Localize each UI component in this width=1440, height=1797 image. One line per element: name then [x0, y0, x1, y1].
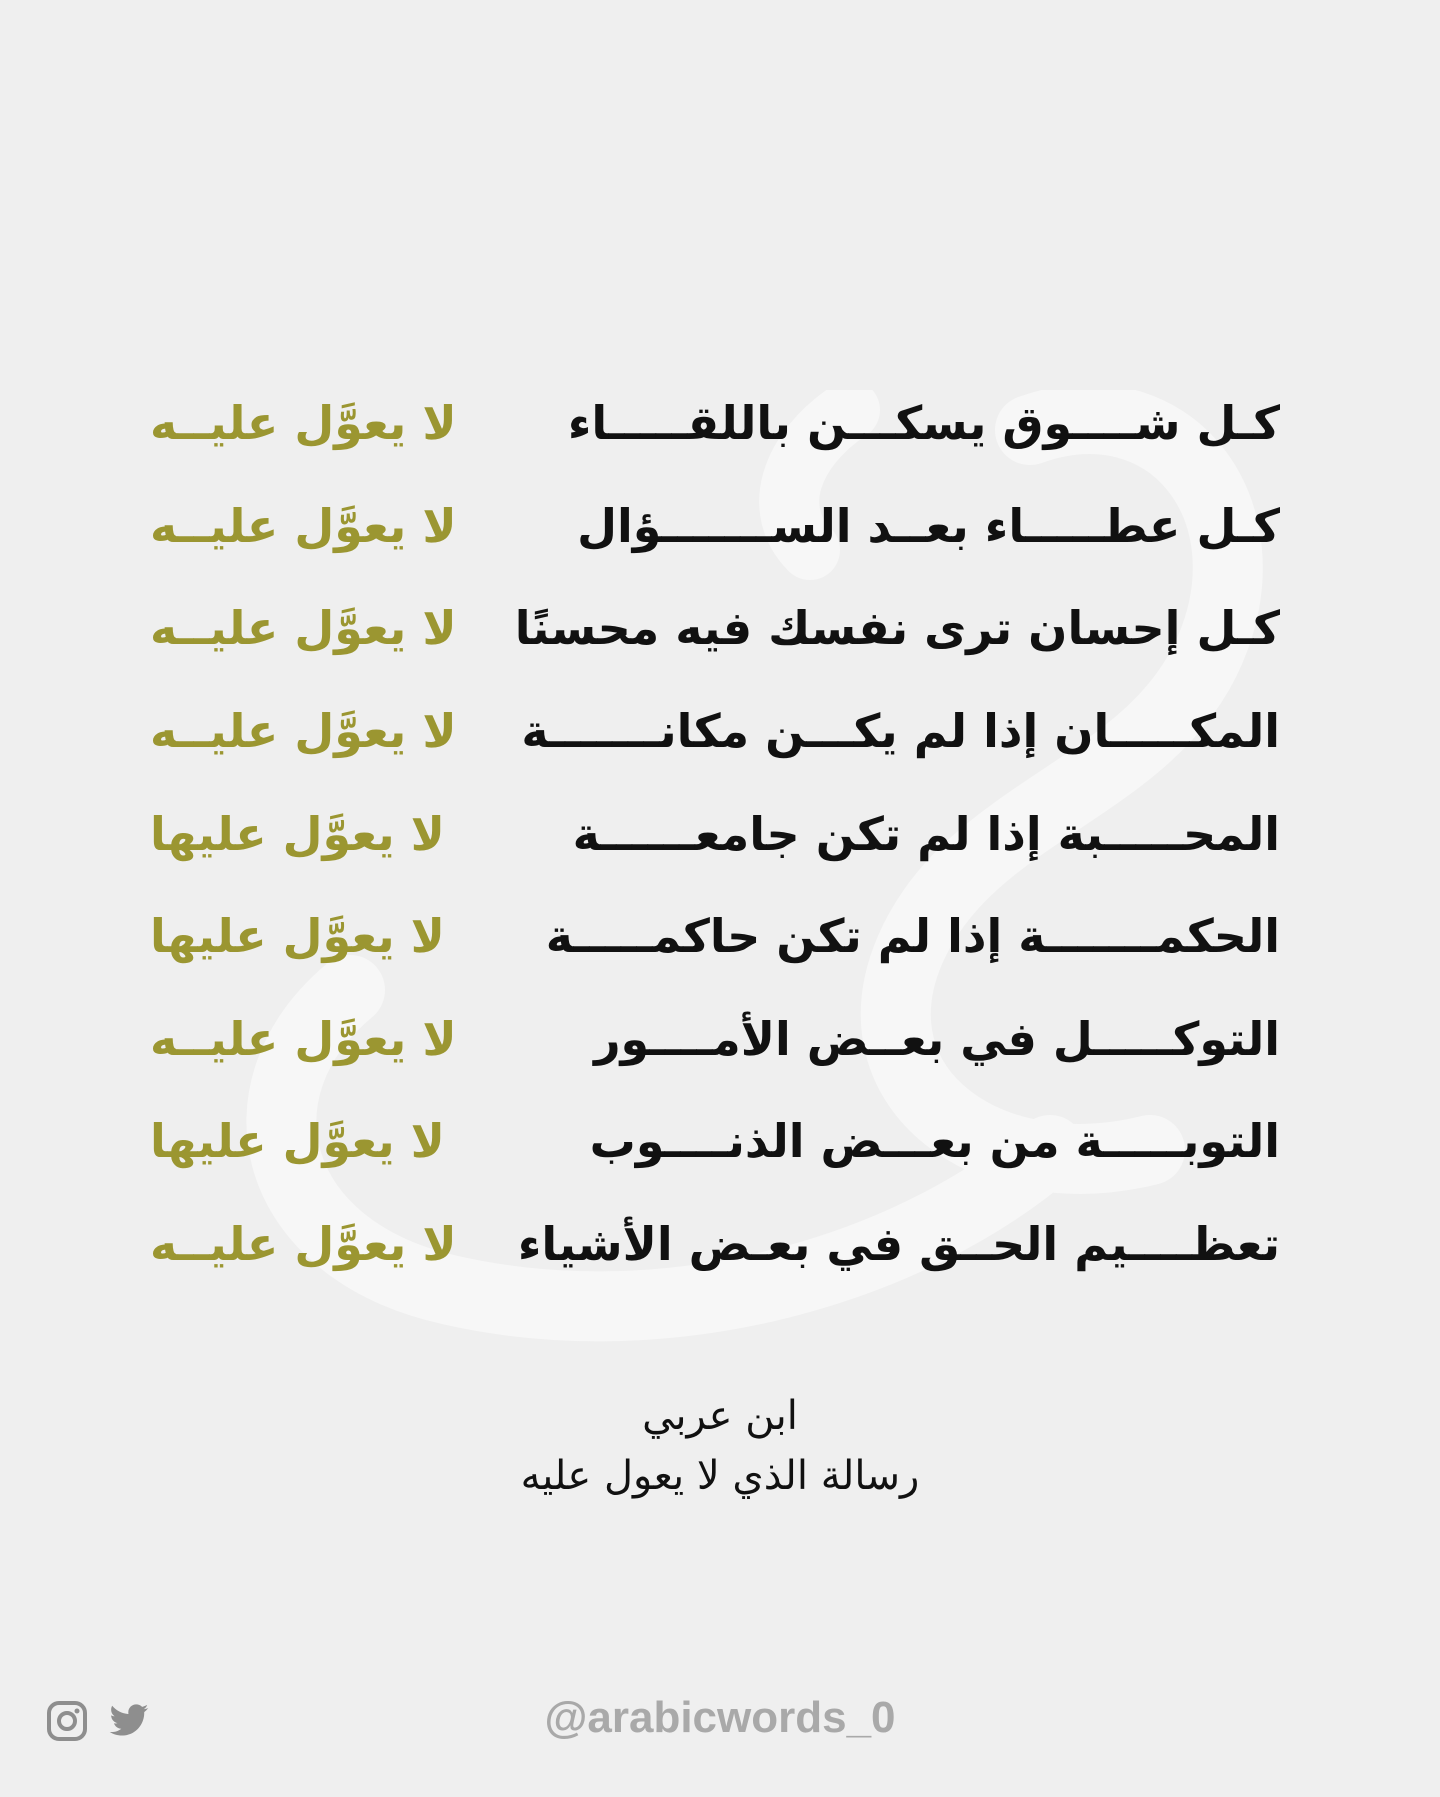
poem-line: [150, 577, 1280, 680]
poem-phrase: كـل شــــوق يسكـــن باللقـــــاء: [567, 396, 1280, 451]
poem-refrain: لا يعوَّل عليها: [150, 1114, 445, 1169]
poem-line: [150, 782, 1280, 885]
poem-phrase: الحكمـــــــة إذا لم تكن حاكمـــــة: [545, 909, 1280, 964]
source-title: رسالة الذي لا يعول عليه: [520, 1453, 920, 1499]
account-handle: @arabicwords_0: [544, 1693, 896, 1742]
poem-line: [150, 988, 1280, 1091]
poem-refrain: لا يعوَّل عليــه: [150, 601, 457, 656]
poem-line: [150, 1193, 1280, 1296]
poem-phrase: كـل عطـــــاء بعــد الســـــــؤال: [577, 498, 1280, 553]
author-name: ابن عربي: [642, 1393, 798, 1439]
poem-refrain: لا يعوَّل عليــه: [150, 704, 457, 759]
poem-refrain: لا يعوَّل عليــه: [150, 498, 457, 553]
poem-line: [150, 475, 1280, 578]
poem-phrase: كـل إحسان ترى نفسك فيه محسنًا: [514, 601, 1280, 656]
poem-refrain: لا يعوَّل عليــه: [150, 396, 457, 451]
poem: [150, 372, 1280, 1295]
poem-refrain: لا يعوَّل عليــه: [150, 1011, 457, 1066]
poem-phrase: التوكـــــل في بعــض الأمــــور: [594, 1011, 1280, 1066]
poem-line: [150, 1090, 1280, 1193]
poem-refrain: لا يعوَّل عليها: [150, 806, 445, 861]
poem-line: [150, 680, 1280, 783]
poem-phrase: المكـــــان إذا لم يكـــن مكانـــــــة: [521, 704, 1280, 759]
poem-phrase: تعظــــيم الحــق في بعـض الأشياء: [517, 1217, 1280, 1272]
poem-phrase: التوبـــــة من بعـــض الذنــــوب: [589, 1114, 1280, 1169]
poem-phrase: المحـــــبة إذا لم تكن جامعــــــة: [572, 806, 1280, 861]
poem-refrain: لا يعوَّل عليــه: [150, 1217, 457, 1272]
poem-line: [150, 885, 1280, 988]
poem-line: [150, 372, 1280, 475]
poem-refrain: لا يعوَّل عليها: [150, 909, 445, 964]
